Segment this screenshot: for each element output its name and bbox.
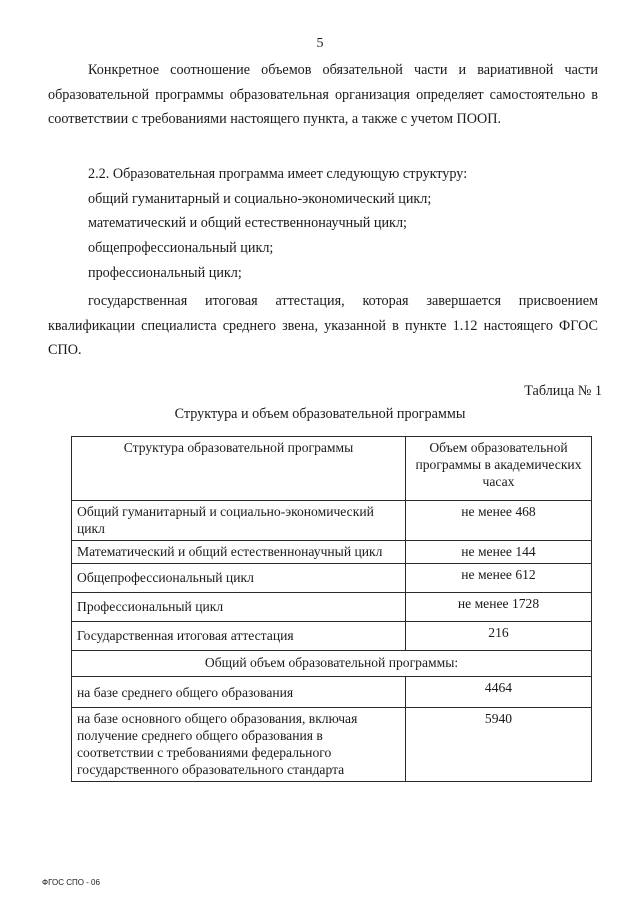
table-header-cell: Объем образовательной программы в академических часах xyxy=(406,437,592,501)
row-value: 216 xyxy=(406,622,592,651)
row-name: на базе среднего общего образования xyxy=(72,677,406,708)
table-total-header-row xyxy=(72,651,592,677)
row-value: 4464 xyxy=(406,677,592,708)
table-label: Таблица № 1 xyxy=(524,383,602,399)
row-name: Профессиональный цикл xyxy=(72,593,406,622)
row-name: Общий гуманитарный и социально-экономический цикл xyxy=(72,501,406,541)
page-number: 5 xyxy=(316,36,324,51)
row-value: не менее 468 xyxy=(406,501,592,541)
row-value: не менее 1728 xyxy=(406,593,592,622)
list-item: общий гуманитарный и социально-экономический цикл; xyxy=(88,191,432,207)
table-row xyxy=(72,593,592,622)
row-name: на базе основного общего образования, включая получение среднего общего образования в соответствии с требованиями федерального государственного образовательного стандарта xyxy=(72,708,406,782)
list-item: математический и общий естественнонаучный цикл; xyxy=(88,215,407,231)
table-row xyxy=(72,677,592,708)
table-header-row xyxy=(72,437,592,501)
row-name: Математический и общий естественнонаучный цикл xyxy=(72,541,406,564)
table-row xyxy=(72,622,592,651)
paragraph-ratio: Конкретное соотношение объемов обязательной части и вариативной части образовательной программы образовательная организация определяет самостоятельно в соответствии с требованиями настоящего пункта, а также с учетом ПООП. xyxy=(48,62,598,127)
table-row xyxy=(72,708,592,782)
row-name: Государственная итоговая аттестация xyxy=(72,622,406,651)
list-item: профессиональный цикл; xyxy=(88,265,242,281)
row-value: не менее 612 xyxy=(406,564,592,593)
footer-code: ФГОС СПО - 06 xyxy=(42,878,100,887)
row-name: Общепрофессиональный цикл xyxy=(72,564,406,593)
structure-table xyxy=(71,436,592,782)
row-value: не менее 144 xyxy=(406,541,592,564)
table-header-cell: Структура образовательной программы xyxy=(72,437,406,501)
paragraph-structure-intro: 2.2. Образовательная программа имеет следующую структуру: xyxy=(88,166,468,182)
paragraph-attestation: государственная итоговая аттестация, которая завершается присвоением квалификации специалиста среднего звена, указанной в пункте 1.12 настоящего ФГОС СПО. xyxy=(48,293,598,358)
table-row xyxy=(72,541,592,564)
table-title: Структура и объем образовательной программы xyxy=(174,406,466,422)
table-row xyxy=(72,501,592,541)
row-value: 5940 xyxy=(406,708,592,782)
list-item: общепрофессиональный цикл; xyxy=(88,240,274,256)
total-label: Общий объем образовательной программы: xyxy=(72,651,592,677)
table-row xyxy=(72,564,592,593)
